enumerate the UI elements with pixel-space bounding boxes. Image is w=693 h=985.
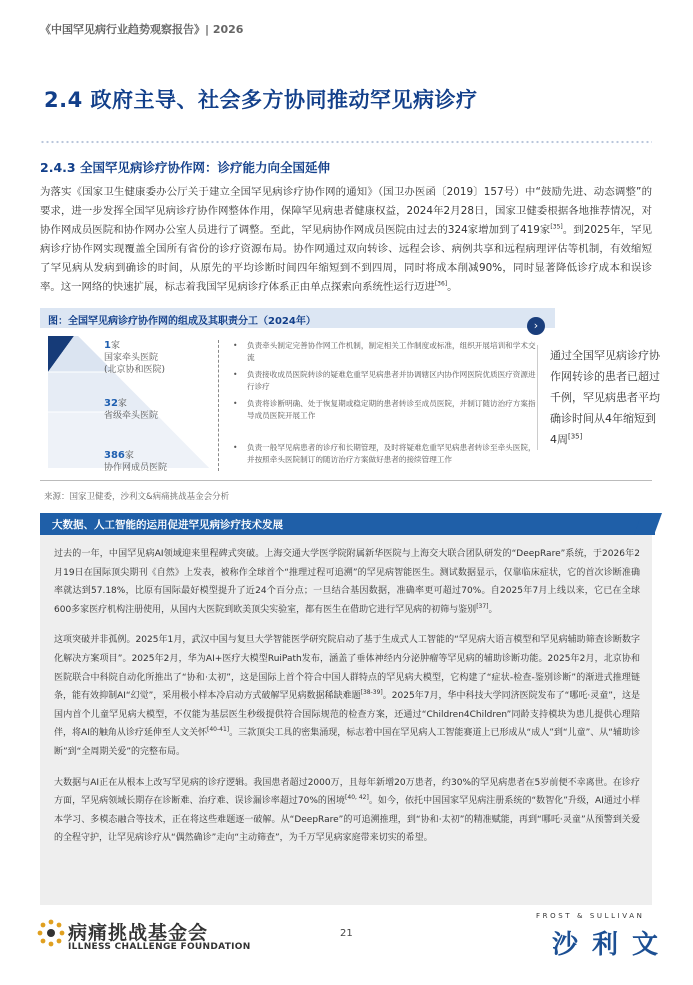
responsibility-item: • 负责一般罕见病患者的诊疗和长期管理，及时将疑难危重罕见病患者转诊至牵头医院，并按照牵头医院制订的随访治疗方案做好患者的接续管理工作 xyxy=(233,442,541,466)
callout-paragraph-1: 过去的一年，中国罕见病AI领域迎来里程碑式突破。上海交通大学医学院附属新华医院与上海交大联合团队研发的“DeepRare”系统，于2026年2月19日在国际顶尖期刊《自然》上发表，被称作全球首个“推理过程可追溯”的罕见病智能医生。测试数据显示，仅靠临床症状，它的首次诊断准确率就达到57.18%，比原有国际最好模型提升了近24个百分点；一旦结合基因数据，准确率更可超过70%。自2025年7月上线以来，它已在全球600多家医疗机构注册使用，从国内大医院到欧美顶尖实验室，都有医生在借助它进行罕见病的初筛与鉴别[37]。 xyxy=(54,549,640,615)
foundation-logo-icon xyxy=(36,918,66,948)
partner-logo-chinese: 沙利文 xyxy=(552,930,673,960)
partner-logo-english: FROST & SULLIVAN xyxy=(536,912,645,920)
foundation-logo-english: ILLNESS CHALLENGE FOUNDATION xyxy=(68,942,251,952)
callout-paragraph-2: 这项突破并非孤例。2025年1月，武汉中国与复旦大学智能医学研究院启动了基于生成式人工智能的“罕见病大语言模型和罕见病辅助筛查诊断数字化解决方案项目”。2025年2月，华为AI+医疗大模型RuiPath发布，涵盖了垂体神经内分泌肿瘤等罕见病的辅助诊断功能。2025年2月，北京协和医院联合中科院自动化所推出了“协和·太初”，这是国际上首个符合中国人群特点的罕见病大模型，它构建了“症状-检查-鉴别诊断”的渐进式推理链条，能有效抑制AI“幻觉”，采用极小样本冷启动方式破解罕见病数据稀缺难题[38-39]。2025年7月，华中科技大学同济医院发布了“哪吒·灵童”，这是国内首个儿童罕见病大模型，不仅能为基层医生秒级提供符合国际规范的检查方案，还通过“Children4Children”同龄支持模块为患儿提供心理陪伴，将AI的触角从诊疗延伸至人文关怀[40-41]。三款顶尖工具的密集涌现，标志着中国在罕见病人工智能赛道上已形成从“成人”到“儿童”、从“辅助诊断”到“全周期关爱”的完整布局。 xyxy=(54,635,641,757)
callout-title: 大数据、人工智能的运用促进罕见病诊疗技术发展 xyxy=(52,519,283,531)
responsibility-item: • 负责接收成员医院转诊的疑难危重罕见病患者并协调辖区内协作网医院优质医疗资源进行诊疗 xyxy=(233,369,541,393)
page-number: 21 xyxy=(340,928,353,939)
foundation-logo-text: 病痛挑战基金会 xyxy=(68,922,209,944)
figure-source: 来源：国家卫健委，沙利文&病痛挑战基金会分析 xyxy=(44,492,230,502)
responsibility-item: • 负责将诊断明确、处于恢复期或稳定期的患者转诊至成员医院，并制订随访治疗方案指导成员医院开展工作 xyxy=(233,398,541,422)
responsibility-item: • 负责牵头制定完善协作网工作机制，制定相关工作制度或标准，组织开展培训和学术交流 xyxy=(233,340,541,364)
level-member: 386家 协作网成员医院 xyxy=(104,450,168,473)
figure-side-note: 通过全国罕见病诊疗协作网转诊的患者已超过千例，罕见病患者平均确诊时间从4年缩短到4周[35] xyxy=(537,345,662,450)
section-title: 2.4 政府主导、社会多方协同推动罕见病诊疗 xyxy=(44,88,478,112)
running-header: 《中国罕见病行业趋势观察报告》| 2026 xyxy=(40,23,244,36)
dotted-divider xyxy=(40,140,652,144)
level-national: 1家 国家牵头医院 (北京协和医院) xyxy=(104,340,166,375)
responsibility-list xyxy=(218,340,541,471)
level-provincial: 32家 省级牵头医院 xyxy=(104,398,159,421)
callout-paragraph-3: 大数据与AI正在从根本上改写罕见病的诊疗逻辑。我国患者超过2000万，且每年新增20万患者，约30%的罕见病患者在5岁前便不幸离世。在诊疗方面，罕见病领域长期存在诊断难、治疗难、误诊漏诊率超过70%的困境[40, 42]。如今，依托中国国家罕见病注册系统的“数智化”升级，AI通过小样本学习、多模态融合等技术，正在将这些难题逐一破解。从“DeepRare”的可追溯推理，到“协和·太初”的精准赋能，再到“哪吒·灵童”从预警到关爱的全程守护，让罕见病诊疗从“偶然确诊”走向“主动筛查”，为千万罕见病家庭带来切实的希望。 xyxy=(54,777,641,844)
intro-paragraph: 为落实《国家卫生健康委办公厅关于建立全国罕见病诊疗协作网的通知》（国卫办医函〔2019〕157号）中“鼓励先进、动态调整”的要求，进一步发挥全国罕见病诊疗协作网整体作用，保障罕见病患者健康权益，2024年2月28日，国家卫健委根据各地推荐情况，对协作网成员医院和协作网办公室人员进行了调整。至此，罕见病协作网成员医院由过去的324家增加到了419家[35]。到2025年，罕见病诊疗协作网实现覆盖全国所有省份的诊疗资源布局。协作网通过双向转诊、远程会诊、病例共享和远程病理评估等机制，有效缩短了罕见病从发病到确诊的时间，从原先的平均诊断时间四年缩短到不到四周，同时将成本削减90%，同时显著降低诊疗成本和误诊率。这一网络的快速扩展，标志着我国罕见病诊疗体系正由单点探索向系统性运行迈进[36]。 xyxy=(40,186,652,293)
callout-text xyxy=(54,545,640,860)
chevron-right-icon: › xyxy=(527,317,545,335)
subsection-title: 2.4.3 全国罕见病诊疗协作网：诊疗能力向全国延伸 xyxy=(40,160,330,175)
figure-title: 图：全国罕见病诊疗协作网的组成及其职责分工（2024年） xyxy=(48,316,316,327)
